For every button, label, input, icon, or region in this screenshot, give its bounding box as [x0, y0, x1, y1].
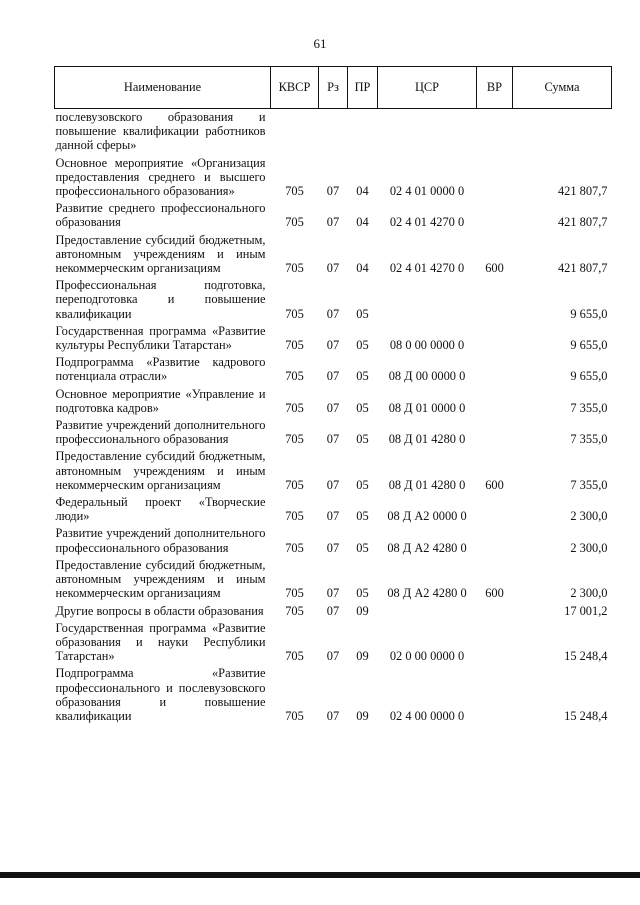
cell-name: Предоставление субсидий бюджетным, автономным учреждениям и иным некоммерческим организациям [55, 232, 266, 276]
cell-rz: 07 [326, 369, 340, 384]
cell-sum: 421 807,7 [557, 215, 608, 230]
table-row [55, 417, 612, 448]
cell-csr [378, 603, 477, 620]
cell-name: Основное мероприятие «Управление и подготовка кадров» [55, 386, 266, 415]
cell-name: Другие вопросы в области образования [55, 603, 264, 618]
cell-pr: 05 [356, 338, 369, 353]
table-row [55, 323, 612, 354]
cell-pr: 04 [356, 184, 369, 199]
cell-csr [378, 277, 477, 323]
cell-name: Подпрограмма «Развитие кадрового потенциала отрасли» [55, 355, 266, 384]
table-row [55, 386, 612, 417]
cell-rz: 07 [326, 586, 340, 601]
table-body [55, 109, 612, 726]
header-csr: ЦСР [378, 67, 477, 109]
table-row [55, 603, 612, 620]
cell-vr [477, 200, 513, 231]
cell-sum: 421 807,7 [557, 261, 608, 276]
cell-sum: 9 655,0 [570, 369, 608, 384]
cell-rz: 07 [326, 477, 340, 492]
cell-kvsr: 705 [285, 432, 304, 447]
cell-sum: 9 655,0 [570, 338, 608, 353]
cell-rz: 07 [326, 338, 340, 353]
header-pr: ПР [348, 67, 378, 109]
header-kvsr: КВСР [271, 67, 319, 109]
cell-csr: 08 Д 00 0000 0 [388, 369, 466, 384]
cell-csr: 08 Д А2 4280 0 [387, 540, 467, 555]
cell-vr [477, 323, 513, 354]
cell-csr: 02 4 01 4270 0 [389, 215, 465, 230]
cell-csr: 02 0 00 0000 0 [389, 649, 465, 664]
cell-kvsr [271, 109, 319, 155]
cell-rz: 07 [326, 184, 340, 199]
cell-vr [477, 603, 513, 620]
cell-kvsr: 705 [285, 184, 304, 199]
budget-table [54, 66, 612, 725]
cell-rz: 07 [326, 603, 340, 618]
cell-kvsr: 705 [285, 477, 304, 492]
cell-vr [477, 620, 513, 666]
table-header-row [55, 67, 612, 109]
cell-sum: 15 248,4 [564, 649, 608, 664]
cell-vr [477, 354, 513, 385]
cell-pr: 05 [356, 540, 369, 555]
table-row [55, 109, 612, 155]
cell-pr: 04 [356, 261, 369, 276]
cell-pr: 04 [356, 215, 369, 230]
cell-rz [319, 109, 348, 155]
cell-pr: 09 [356, 708, 369, 723]
cell-rz: 07 [326, 509, 340, 524]
cell-pr: 09 [356, 603, 369, 618]
cell-name: Профессиональная подготовка, переподготовка и повышение квалификации [55, 278, 266, 321]
cell-kvsr: 705 [285, 509, 304, 524]
cell-pr [348, 109, 378, 155]
cell-csr: 08 Д 01 4280 0 [388, 477, 466, 492]
cell-sum: 7 355,0 [570, 477, 608, 492]
table-row [55, 277, 612, 323]
cell-vr: 600 [485, 586, 504, 601]
page-number: 61 [313, 36, 327, 51]
cell-kvsr: 705 [285, 400, 304, 415]
cell-vr [477, 665, 513, 725]
cell-sum: 15 248,4 [564, 708, 608, 723]
cell-sum: 7 355,0 [570, 400, 608, 415]
cell-name: Развитие учреждений дополнительного профессионального образования [55, 526, 266, 555]
cell-sum: 2 300,0 [570, 509, 608, 524]
table-row [55, 448, 612, 494]
cell-pr: 09 [356, 649, 369, 664]
table-row [55, 665, 612, 725]
cell-name: Государственная программа «Развитие образования и науки Республики Татарстан» [55, 620, 266, 664]
cell-kvsr: 705 [285, 540, 304, 555]
header-name: Наименование [55, 67, 271, 109]
cell-name: Развитие среднего профессионального образования [55, 201, 266, 230]
cell-sum [513, 109, 612, 155]
cell-sum: 9 655,0 [570, 306, 608, 321]
cell-name: Государственная программа «Развитие культуры Республики Татарстан» [55, 323, 266, 353]
cell-rz: 07 [326, 261, 340, 276]
cell-kvsr: 705 [285, 586, 304, 601]
table-row [55, 354, 612, 385]
cell-name: Предоставление субсидий бюджетным, автономным учреждениям и иным некоммерческим организациям [55, 449, 266, 492]
table-row [55, 620, 612, 666]
page-bottom-border [0, 872, 640, 878]
cell-rz: 07 [326, 649, 340, 664]
cell-csr: 08 Д А2 0000 0 [387, 509, 467, 524]
cell-name: Подпрограмма «Развитие профессионального и послевузовского образования и повышение квалификации [55, 666, 266, 723]
cell-vr [477, 386, 513, 417]
cell-csr [378, 109, 477, 155]
cell-csr: 02 4 00 0000 0 [389, 708, 465, 723]
header-sum: Сумма [513, 67, 612, 109]
cell-vr [477, 155, 513, 201]
cell-vr [477, 277, 513, 323]
cell-pr: 05 [356, 586, 369, 601]
cell-vr [477, 494, 513, 525]
cell-pr: 05 [356, 400, 369, 415]
cell-name: Развитие учреждений дополнительного профессионального образования [55, 418, 266, 447]
cell-csr: 08 Д 01 0000 0 [388, 400, 466, 415]
cell-csr: 02 4 01 4270 0 [389, 261, 465, 276]
cell-sum: 2 300,0 [570, 540, 608, 555]
cell-csr: 08 Д 01 4280 0 [388, 432, 466, 447]
cell-vr [477, 109, 513, 155]
cell-kvsr: 705 [285, 261, 304, 276]
cell-pr: 05 [356, 369, 369, 384]
cell-vr [477, 417, 513, 448]
cell-csr: 02 4 01 0000 0 [389, 184, 465, 199]
cell-sum: 421 807,7 [557, 184, 608, 199]
cell-vr: 600 [485, 261, 504, 276]
cell-sum: 17 001,2 [564, 603, 608, 618]
cell-pr: 05 [356, 432, 369, 447]
cell-pr: 05 [356, 477, 369, 492]
cell-sum: 2 300,0 [570, 586, 608, 601]
cell-rz: 07 [326, 215, 340, 230]
header-rz: Рз [319, 67, 348, 109]
cell-kvsr: 705 [285, 708, 304, 723]
cell-rz: 07 [326, 306, 340, 321]
cell-rz: 07 [326, 540, 340, 555]
cell-kvsr: 705 [285, 215, 304, 230]
cell-csr: 08 Д А2 4280 0 [387, 586, 467, 601]
cell-vr: 600 [485, 477, 504, 492]
table-row [55, 525, 612, 556]
cell-name: послевузовского образования и повышение квалификации работников данной сферы» [55, 110, 266, 153]
cell-kvsr: 705 [285, 369, 304, 384]
cell-kvsr: 705 [285, 603, 304, 618]
cell-rz: 07 [326, 400, 340, 415]
table-row [55, 232, 612, 278]
cell-name: Предоставление субсидий бюджетным, автономным учреждениям и иным некоммерческим организациям [55, 557, 266, 601]
cell-vr [477, 525, 513, 556]
cell-pr: 05 [356, 509, 369, 524]
cell-kvsr: 705 [285, 306, 304, 321]
cell-name: Основное мероприятие «Организация предоставления среднего и высшего профессионального образования» [55, 155, 266, 199]
cell-rz: 07 [326, 708, 340, 723]
table-row [55, 200, 612, 231]
cell-sum: 7 355,0 [570, 432, 608, 447]
cell-name: Федеральный проект «Творческие люди» [55, 495, 266, 524]
cell-kvsr: 705 [285, 338, 304, 353]
table-row [55, 155, 612, 201]
cell-pr: 05 [356, 306, 369, 321]
cell-csr: 08 0 00 0000 0 [389, 338, 465, 353]
table-row [55, 557, 612, 603]
table-row [55, 494, 612, 525]
header-vr: ВР [477, 67, 513, 109]
cell-rz: 07 [326, 432, 340, 447]
cell-kvsr: 705 [285, 649, 304, 664]
